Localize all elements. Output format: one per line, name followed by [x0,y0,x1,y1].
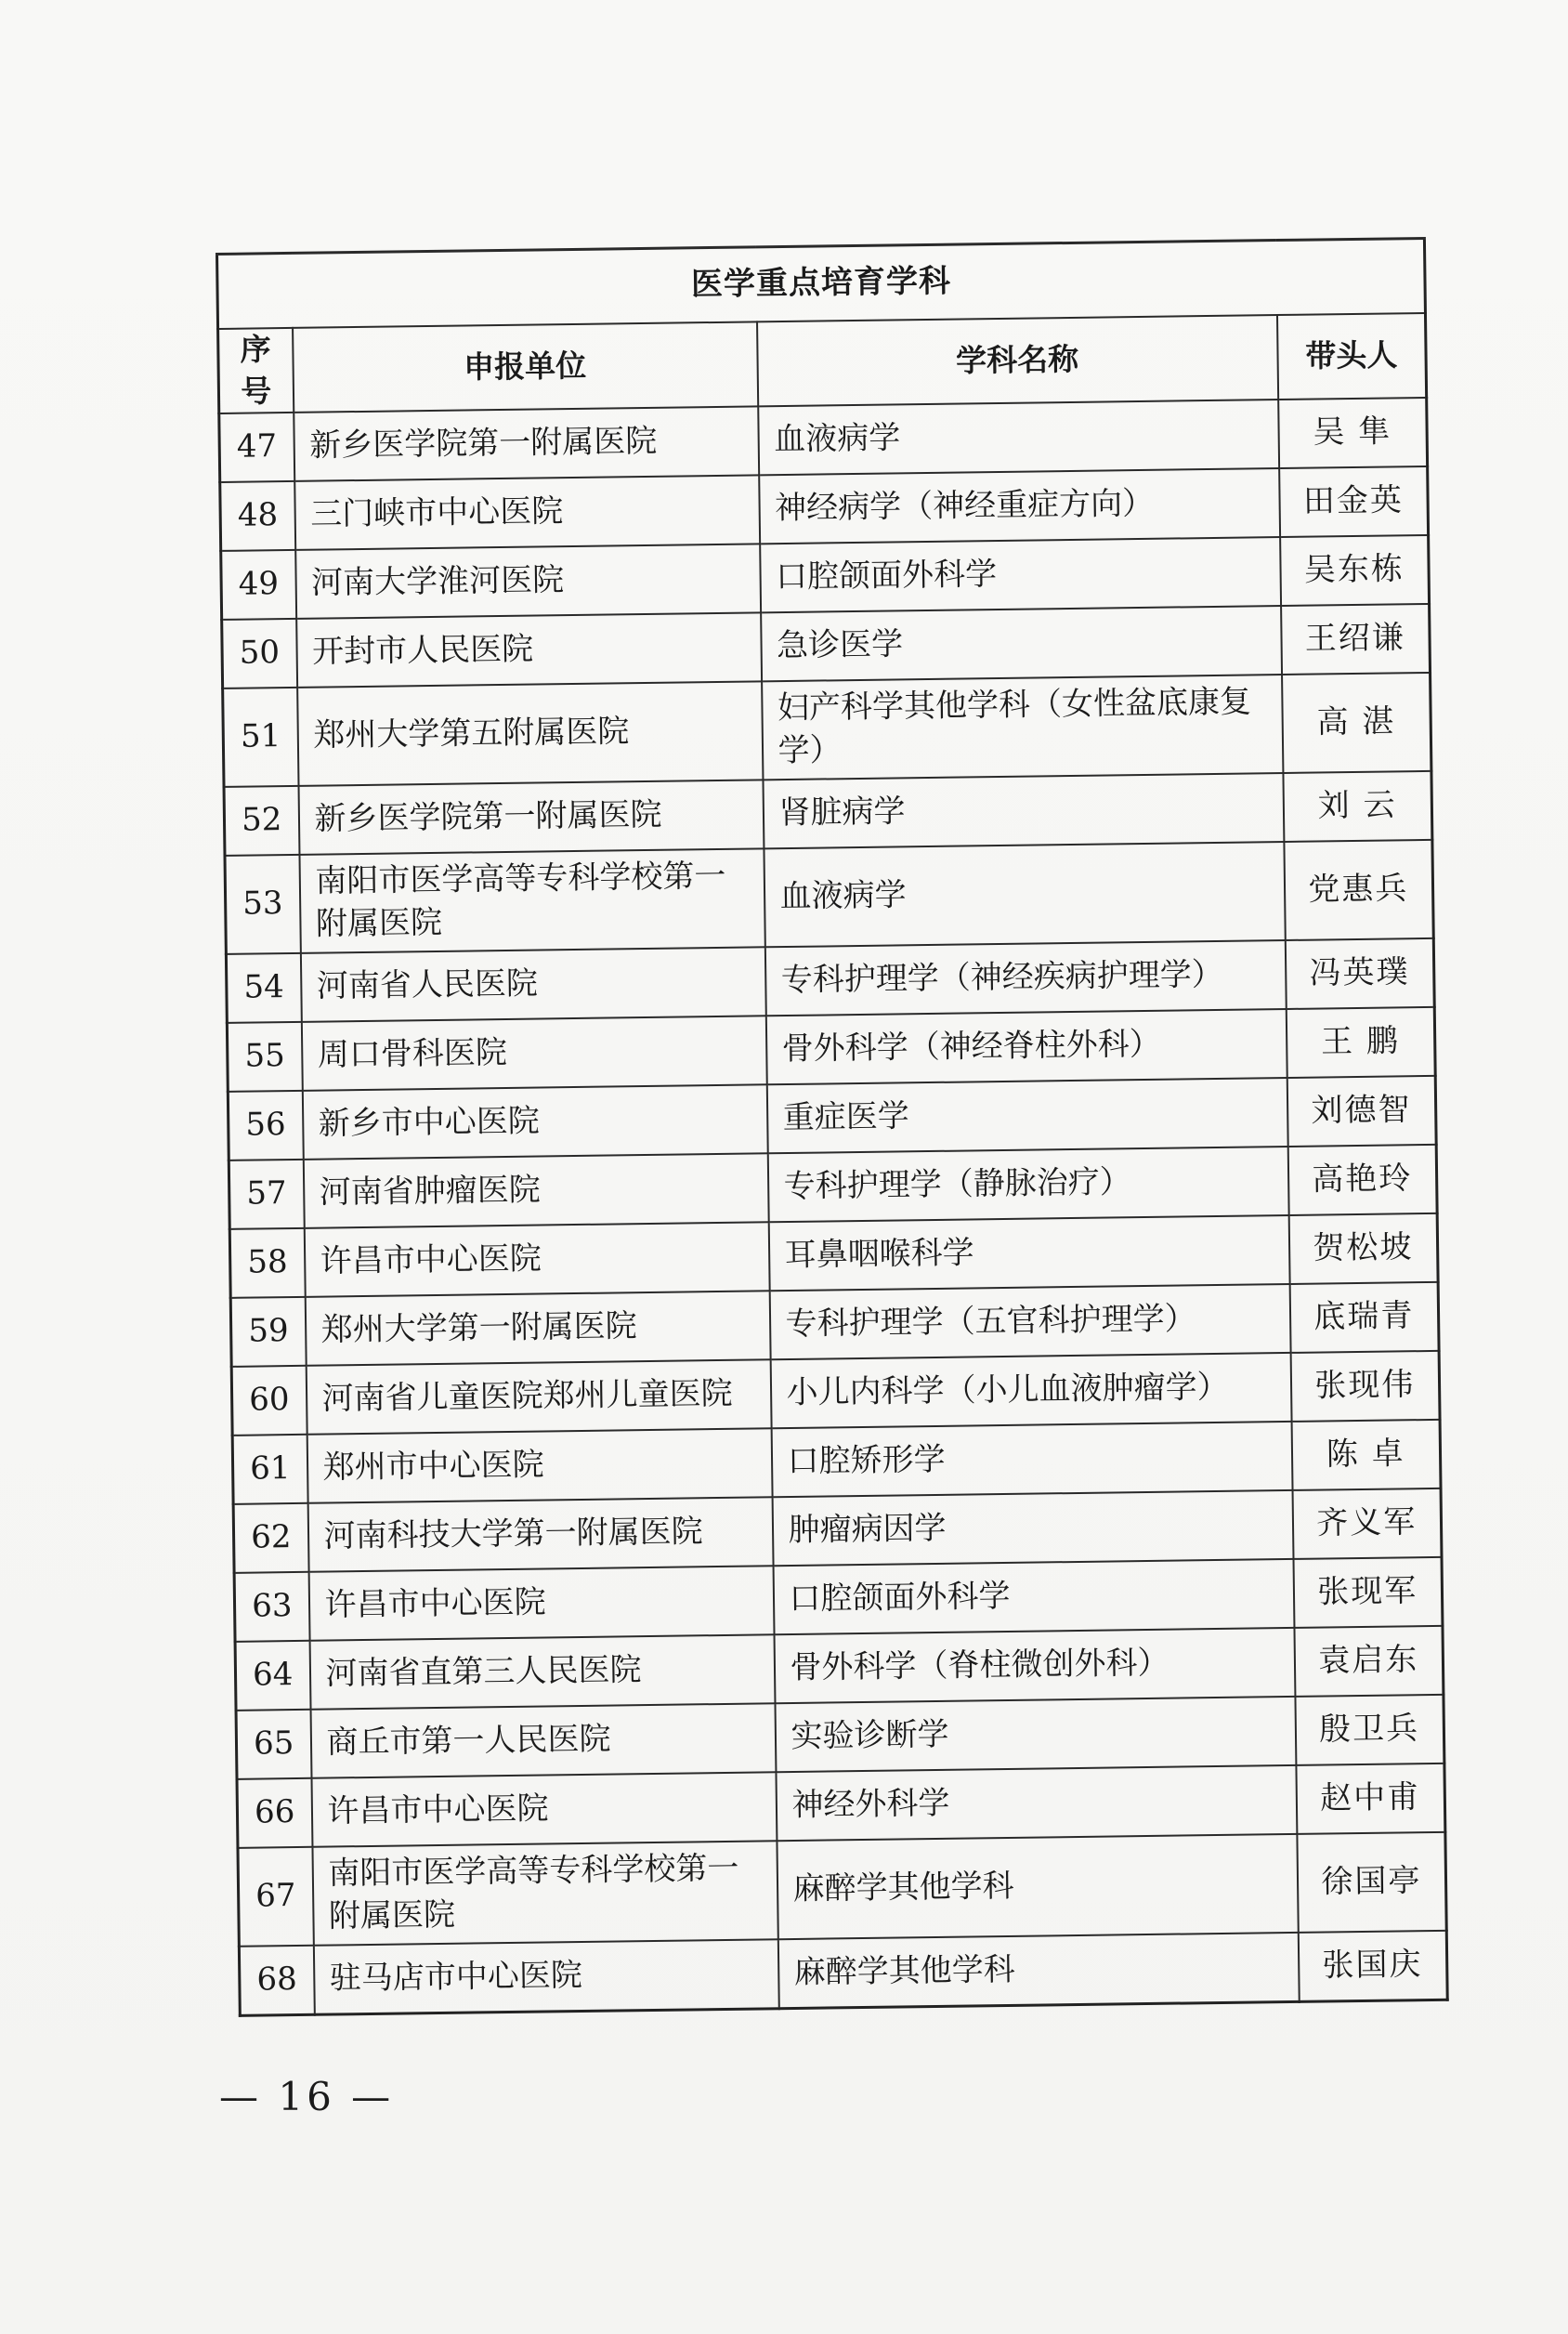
table-row [238,1832,1446,1947]
row-discipline: 肿瘤病因学 [772,1490,1293,1566]
row-leader: 贺松坡 [1288,1213,1438,1284]
header-no: 序号 [218,328,294,413]
table-row [239,1931,1447,2016]
row-unit: 驻马店市中心医院 [313,1939,778,2014]
row-discipline: 肾脏病学 [763,773,1284,848]
table-row [225,840,1433,954]
row-unit: 开封市人民医院 [296,612,762,688]
table-body [219,398,1447,2015]
row-discipline: 口腔矫形学 [771,1422,1292,1497]
row-leader: 吴 隼 [1278,398,1428,468]
header-unit: 申报单位 [293,321,758,413]
row-leader: 王绍谦 [1281,604,1431,675]
row-leader: 张现伟 [1290,1351,1440,1422]
row-leader: 齐义军 [1292,1488,1442,1559]
row-leader: 刘 云 [1283,771,1432,842]
row-discipline: 神经病学（神经重症方向） [759,468,1280,544]
row-number: 50 [222,619,297,688]
row-discipline: 急诊医学 [761,606,1282,681]
row-leader: 田金英 [1279,466,1429,537]
row-leader: 党惠兵 [1284,840,1433,940]
row-leader: 殷卫兵 [1295,1695,1444,1765]
row-unit: 三门峡市中心医院 [294,475,760,550]
row-discipline: 神经外科学 [776,1765,1297,1841]
row-discipline: 血液病学 [764,842,1285,947]
row-leader: 刘德智 [1287,1076,1436,1147]
row-discipline: 专科护理学（神经疾病护理学） [764,940,1286,1016]
row-unit: 南阳市医学高等专科学校第一附属医院 [312,1841,777,1946]
row-discipline: 妇产科学其他学科（女性盆底康复学） [762,675,1283,780]
table-title: 医学重点培育学科 [217,238,1426,329]
row-discipline: 骨外科学（脊柱微创外科） [774,1628,1295,1703]
table-header-row [218,313,1427,413]
row-number: 59 [230,1297,306,1367]
row-unit: 河南科技大学第一附属医院 [307,1497,773,1572]
row-leader: 高 湛 [1282,673,1431,773]
row-leader: 高艳玲 [1287,1145,1437,1215]
row-number: 56 [228,1091,303,1160]
row-number: 51 [223,688,298,787]
row-leader: 底瑞青 [1289,1282,1439,1353]
row-discipline: 血液病学 [758,400,1279,475]
row-leader: 徐国亭 [1297,1832,1446,1933]
row-number: 49 [221,550,296,620]
row-leader: 吴东栋 [1280,535,1430,606]
row-leader: 张现军 [1293,1557,1443,1628]
row-unit: 河南省人民医院 [300,947,765,1022]
row-number: 68 [239,1946,314,2016]
row-unit: 郑州市中心医院 [307,1428,772,1503]
header-discipline: 学科名称 [757,315,1278,406]
row-discipline: 口腔颌面外科学 [760,537,1281,612]
row-number: 54 [226,953,301,1023]
row-unit: 新乡医学院第一附属医院 [298,780,764,855]
row-discipline: 耳鼻咽喉科学 [768,1215,1289,1291]
row-number: 61 [232,1435,307,1504]
row-number: 48 [220,481,295,551]
row-number: 55 [227,1022,302,1092]
row-unit: 郑州大学第一附属医院 [305,1291,770,1366]
row-number: 62 [233,1503,308,1573]
row-unit: 河南省肿瘤医院 [303,1153,768,1228]
row-discipline: 重症医学 [766,1078,1287,1153]
row-unit: 新乡医学院第一附属医院 [294,406,759,481]
row-discipline: 麻醉学其他学科 [777,1933,1299,2009]
row-number: 53 [225,855,300,954]
row-discipline: 麻醉学其他学科 [777,1834,1298,1939]
row-number: 58 [229,1228,305,1298]
row-number: 52 [224,786,299,856]
header-leader: 带头人 [1276,313,1426,400]
row-unit: 河南省儿童医院郑州儿童医院 [306,1359,771,1435]
row-leader: 陈 卓 [1291,1420,1441,1490]
row-unit: 商丘市第一人民医院 [310,1703,776,1778]
row-discipline: 口腔颌面外科学 [773,1559,1294,1634]
row-unit: 南阳市医学高等专科学校第一附属医院 [299,848,764,953]
row-unit: 河南省直第三人民医院 [309,1634,775,1710]
row-unit: 周口骨科医院 [301,1016,766,1091]
page-number: — 16 — [219,2074,395,2119]
row-discipline: 实验诊断学 [775,1697,1296,1772]
row-unit: 河南大学淮河医院 [295,544,761,619]
row-leader: 王 鹏 [1286,1007,1435,1078]
row-discipline: 专科护理学（静脉治疗） [767,1147,1288,1222]
row-number: 67 [238,1847,313,1947]
row-discipline: 骨外科学（神经脊柱外科） [765,1009,1287,1084]
row-number: 57 [229,1160,304,1229]
row-leader: 袁启东 [1294,1626,1444,1697]
discipline-table [216,237,1449,2017]
row-number: 65 [236,1710,311,1779]
table-row [223,673,1431,787]
row-number: 63 [234,1572,309,1642]
row-unit: 许昌市中心医院 [304,1222,769,1297]
row-leader: 张国庆 [1298,1931,1447,2002]
row-discipline: 小儿内科学（小儿血液肿瘤学） [770,1353,1291,1428]
row-discipline: 专科护理学（五官科护理学） [769,1284,1290,1359]
row-unit: 新乡市中心医院 [302,1084,767,1160]
row-unit: 许昌市中心医院 [311,1772,777,1847]
row-number: 66 [237,1778,312,1848]
row-unit: 郑州大学第五附属医院 [297,681,763,786]
row-number: 64 [235,1641,310,1711]
row-leader: 冯英璞 [1285,938,1434,1009]
row-number: 60 [231,1366,307,1436]
row-unit: 许昌市中心医院 [308,1566,774,1641]
row-leader: 赵中甫 [1296,1764,1445,1834]
row-number: 47 [219,413,294,482]
